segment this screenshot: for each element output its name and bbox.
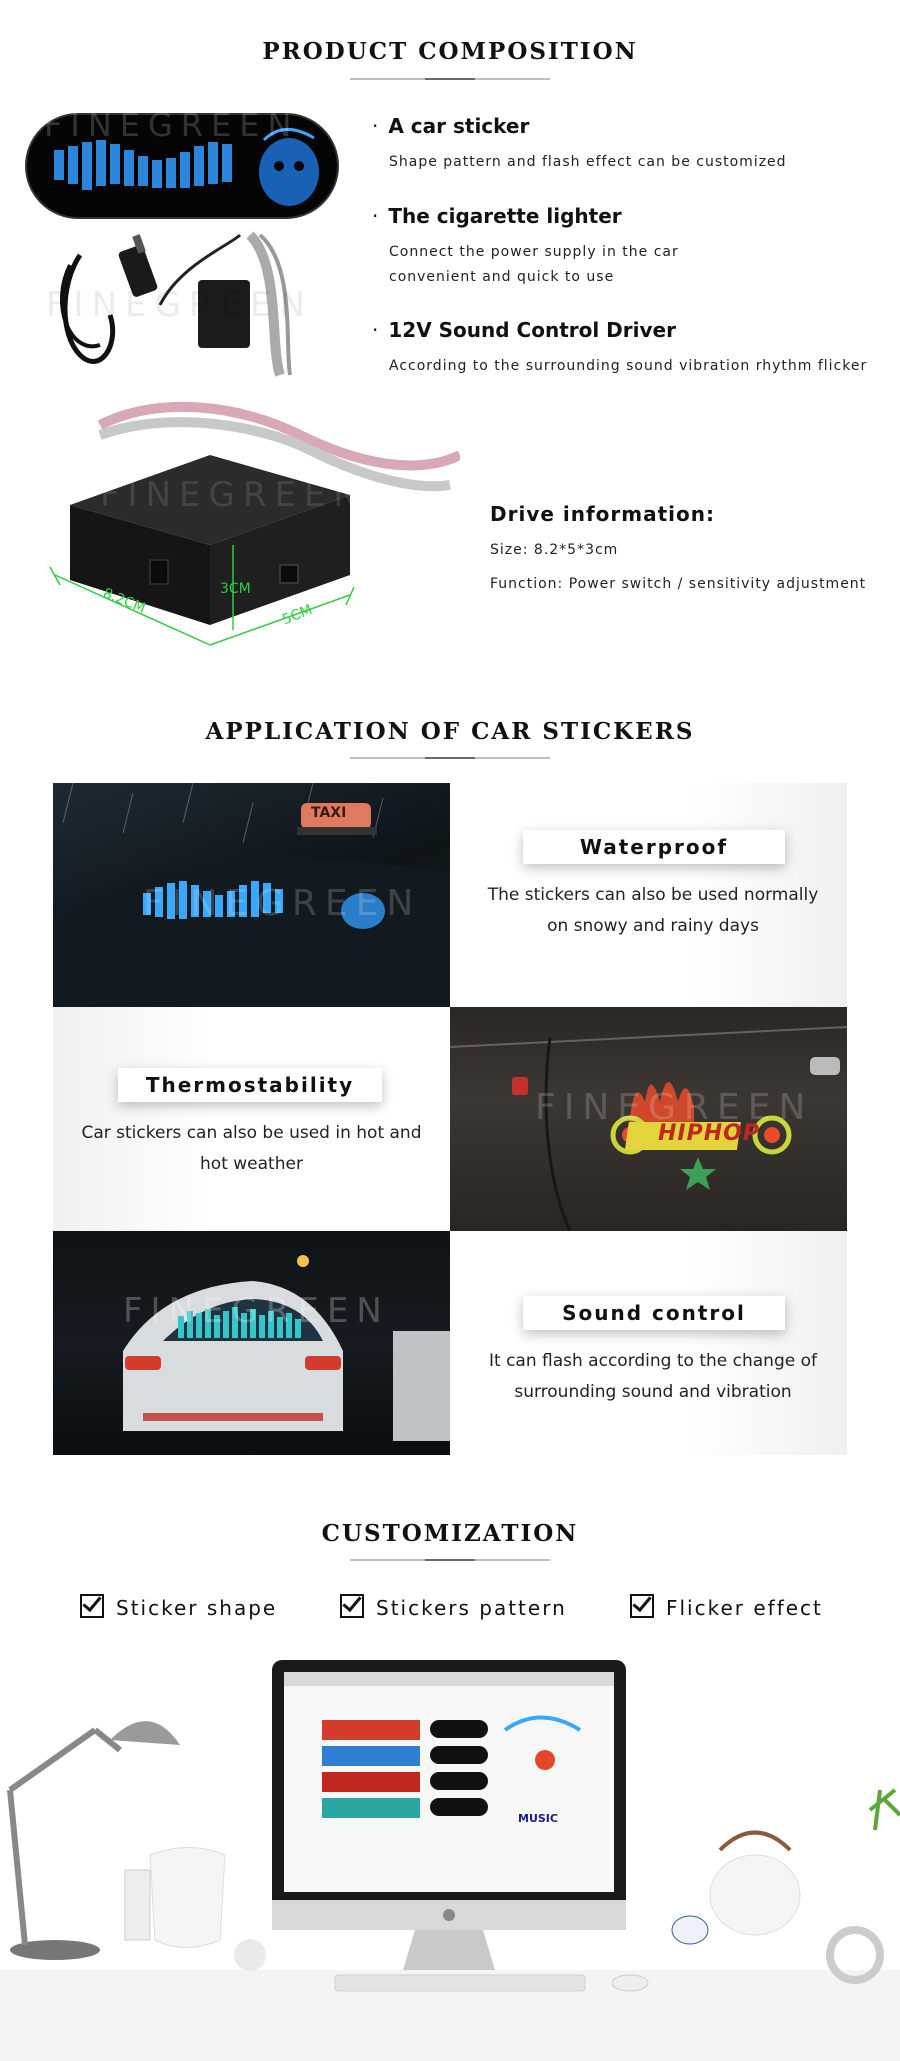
thermostability-panel (53, 1007, 450, 1231)
checkbox-icon (630, 1594, 654, 1618)
feature-driver-desc: According to the surrounding sound vibration rhythm flicker (389, 358, 868, 374)
checkbox-icon (340, 1594, 364, 1618)
drive-info-size: Size: 8.2*5*3cm (490, 542, 619, 558)
dimension-length: 8.2CM (100, 585, 148, 617)
watermark: FINEGREEN (46, 285, 313, 325)
sound-control-label: Sound control (523, 1296, 785, 1330)
hiphop-sticker-text: HIPHOP (658, 1121, 760, 1146)
waterproof-desc-1: The stickers can also be used normally (487, 885, 819, 905)
dimension-height: 3CM (220, 581, 251, 597)
car-sticker-image (24, 110, 340, 222)
music-sticker-label: MUSIC (518, 1812, 558, 1825)
rear-window-car-photo (53, 1231, 450, 1455)
section-title-application: APPLICATION OF CAR STICKERS (205, 718, 695, 745)
title-divider (350, 1559, 550, 1561)
title-divider (350, 757, 550, 759)
dimension-width: 5CM (280, 601, 315, 629)
watermark: FINEGREEN (143, 883, 422, 924)
watermark: FINEGREEN (535, 1087, 814, 1128)
watermark: FINEGREEN (44, 110, 300, 144)
waterproof-desc-2: on snowy and rainy days (547, 916, 759, 936)
hiphop-car-photo (450, 1007, 847, 1231)
waterproof-panel (450, 783, 847, 1007)
sound-control-panel (450, 1231, 847, 1455)
lighter-and-driver-image (40, 225, 330, 385)
option-flicker-effect: Flicker effect (630, 1594, 823, 1620)
watermark: FINEGREEN (100, 475, 367, 515)
drive-info-title: Drive information: (490, 502, 716, 526)
drive-info-function: Function: Power switch / sensitivity adjustment (490, 576, 867, 592)
driver-box-image (40, 395, 460, 665)
feature-lighter-desc-1: Connect the power supply in the car (389, 244, 679, 260)
feature-car-sticker-title: · A car sticker (372, 114, 530, 138)
taxi-sign-text: TAXI (311, 805, 347, 821)
sound-control-desc-2: surrounding sound and vibration (514, 1382, 792, 1402)
thermostability-desc-1: Car stickers can also be used in hot and (81, 1123, 422, 1143)
section-title-composition: PRODUCT COMPOSITION (262, 38, 638, 65)
title-divider (350, 78, 550, 80)
waterproof-label: Waterproof (523, 830, 785, 864)
feature-car-sticker-desc: Shape pattern and flash effect can be customized (389, 154, 787, 170)
section-title-customization: CUSTOMIZATION (321, 1520, 579, 1547)
watermark: FINEGREEN (123, 1291, 390, 1331)
thermostability-desc-2: hot weather (200, 1154, 303, 1174)
thermostability-label: Thermostability (118, 1068, 382, 1102)
feature-lighter-desc-2: convenient and quick to use (389, 269, 615, 285)
feature-driver-title: · 12V Sound Control Driver (372, 318, 676, 342)
option-sticker-shape: Sticker shape (80, 1594, 277, 1620)
desk-scene-image (0, 1640, 900, 2061)
checkbox-icon (80, 1594, 104, 1618)
feature-lighter-title: · The cigarette lighter (372, 204, 622, 228)
sound-control-desc-1: It can flash according to the change of (489, 1351, 817, 1371)
option-stickers-pattern: Stickers pattern (340, 1594, 567, 1620)
rain-car-photo (53, 783, 450, 1007)
